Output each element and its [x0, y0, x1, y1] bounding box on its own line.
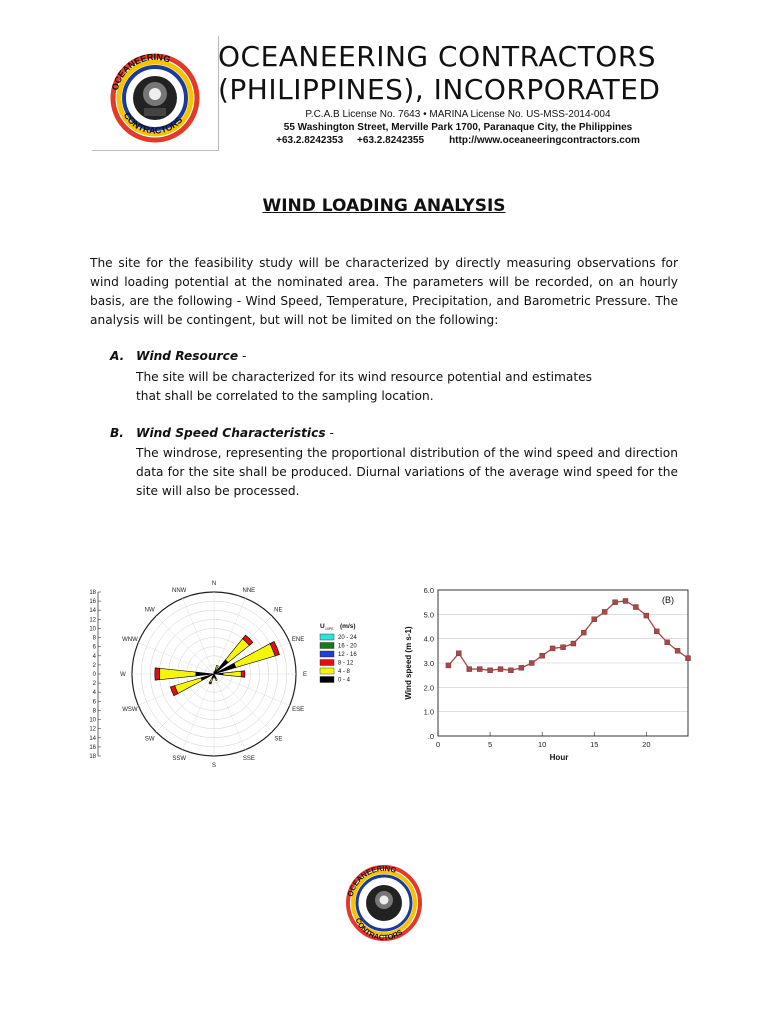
windrose-direction-label: WSW — [122, 706, 138, 713]
line-chart-x-axis-label: Hour — [549, 753, 569, 762]
line-chart-data-point — [561, 645, 566, 650]
windrose-tick-label: 12 — [89, 726, 96, 733]
windrose-spoke — [214, 674, 290, 705]
windrose-tick-label: 0 — [92, 672, 96, 678]
windrose-legend-label: 0 - 4 — [338, 677, 351, 684]
company-logo — [92, 36, 218, 150]
windrose-tick-label: 16 — [89, 599, 96, 606]
section-a-dash: - — [238, 349, 247, 363]
phone-2: +63.2.8242355 — [357, 135, 425, 146]
line-chart-data-point — [686, 656, 691, 661]
windrose-tick-label: 4 — [92, 653, 96, 660]
line-chart-data-point — [519, 665, 524, 670]
windrose-direction-label: ENE — [291, 637, 305, 644]
windrose-spoke — [138, 643, 214, 674]
windrose-legend-label: 20 - 24 — [338, 635, 357, 641]
line-chart-y-tick-label: 6.0 — [423, 586, 434, 595]
windrose-direction-label: N — [211, 581, 217, 587]
windrose-petal-segment — [215, 678, 217, 681]
windrose-direction-label: NNE — [242, 587, 256, 594]
line-chart-data-point — [654, 629, 659, 634]
line-chart-x-tick-label: 10 — [537, 740, 547, 749]
line-chart-y-axis-label: Wind speed (m s-1) — [404, 626, 413, 700]
line-chart-data-point — [581, 630, 586, 635]
line-chart-data-point — [456, 651, 461, 656]
section-a-heading — [110, 349, 246, 363]
windrose-spoke — [214, 674, 272, 732]
windrose-direction-label: SW — [144, 736, 155, 743]
line-chart-y-tick-label: 1.0 — [423, 707, 434, 717]
header-logo-box — [92, 36, 219, 151]
line-chart-data-point — [477, 667, 482, 672]
windrose-direction-label: ESE — [292, 706, 305, 713]
windrose-direction-label: NW — [144, 607, 155, 614]
line-chart-data-point — [508, 668, 513, 673]
line-chart-data-point — [540, 653, 545, 658]
windrose-legend-swatch — [320, 677, 334, 683]
footer-logo — [339, 858, 429, 948]
windrose-legend-label: 8 - 12 — [338, 660, 354, 667]
footer-logo-text-top: OCEANEERING — [345, 863, 398, 898]
line-chart-y-tick-label: .0 — [427, 732, 434, 741]
line-chart-data-point — [467, 667, 472, 672]
line-chart-data-point — [488, 668, 493, 673]
windrose-legend-swatch — [320, 643, 334, 649]
line-chart-x-tick-label: 20 — [642, 740, 651, 749]
windrose-petal-segment — [214, 676, 215, 678]
company-meta — [218, 108, 698, 147]
section-a-name: Wind Resource — [136, 349, 239, 363]
license-line: P.C.A.B License No. 7643 • MARINA License No. US-MSS-2014-004 — [305, 109, 611, 120]
windrose-tick-label: 4 — [92, 690, 96, 697]
windrose-petal-segment — [241, 671, 245, 677]
line-chart-x-tick-label: 5 — [487, 740, 493, 749]
line-chart-series-line — [448, 601, 688, 670]
windrose-spoke — [156, 616, 214, 674]
line-chart-data-point — [613, 600, 618, 605]
phone-1: +63.2.8242353 — [276, 135, 344, 146]
windrose-legend-label: 12 - 16 — [338, 652, 357, 658]
windrose-tick-label: 14 — [89, 608, 96, 615]
company-name — [218, 40, 698, 106]
logo-text-bottom: CONTRACTORS — [121, 110, 185, 136]
windrose-direction-label: S — [211, 763, 217, 769]
line-chart-y-tick-label: 3.0 — [423, 659, 434, 668]
windrose-direction-label: W — [120, 672, 126, 678]
windrose-direction-label: E — [302, 672, 308, 678]
windrose-legend-swatch — [320, 660, 334, 666]
windrose-spoke — [183, 598, 214, 674]
section-a-line1: The site will be characterized for its wind resource potential and estimates — [136, 370, 592, 384]
line-chart-data-point — [644, 613, 649, 618]
windrose-legend-title: U — [320, 623, 325, 630]
section-b-name: Wind Speed Characteristics — [136, 426, 326, 440]
windrose-direction-label: WNW — [122, 637, 138, 644]
line-chart-x-tick-label: 0 — [435, 740, 441, 749]
section-b-heading — [110, 426, 334, 440]
windrose-tick-label: 2 — [92, 662, 96, 669]
company-name-line1: OCEANEERING CONTRACTORS — [218, 40, 657, 73]
windrose-legend-swatch — [320, 634, 334, 640]
section-b-text: The windrose, representing the proportional distribution of the wind speed and direction data for the site shall be produced. Diurnal variations of the average wind speed for the site will also be processed. — [136, 446, 678, 498]
windrose-direction-label: NE — [274, 607, 283, 614]
line-chart-data-point — [446, 663, 451, 668]
section-a-text — [136, 368, 678, 406]
line-chart-data-point — [623, 598, 628, 603]
windrose-tick-label: 10 — [89, 626, 96, 633]
windrose-legend-label: 4 - 8 — [338, 669, 351, 675]
contact-line — [218, 134, 698, 147]
section-a-letter: A. — [110, 349, 125, 363]
footer-company-logo — [339, 858, 429, 948]
windrose-tick-label: 8 — [92, 708, 96, 715]
windrose-direction-label: SSE — [242, 756, 255, 763]
footer-logo-text-bottom: CONTRACTORS — [353, 916, 405, 943]
windrose-tick-label: 2 — [92, 681, 96, 688]
windrose-chart — [84, 576, 384, 776]
document-title: WIND LOADING ANALYSIS — [262, 196, 506, 216]
windrose-tick-label: 12 — [89, 617, 96, 624]
line-chart-data-point — [665, 640, 670, 645]
windrose-tick-label: 18 — [89, 590, 96, 596]
windrose-legend-label: 16 - 20 — [338, 643, 357, 650]
line-chart-y-tick-label: 5.0 — [423, 610, 434, 620]
line-chart-data-point — [633, 605, 638, 610]
windrose-tick-label: 8 — [92, 635, 96, 642]
line-chart-data-point — [498, 667, 503, 672]
line-chart-data-point — [602, 609, 607, 614]
windrose-petal-segment — [159, 668, 196, 679]
diurnal-wind-speed-chart — [398, 584, 698, 774]
windrose-legend-swatch — [320, 651, 334, 657]
windrose-spoke — [214, 674, 245, 750]
line-chart-data-point — [529, 661, 534, 666]
section-b-dash: - — [325, 426, 334, 440]
website-link[interactable]: http://www.oceaneeringcontractors.com — [449, 135, 640, 146]
company-name-line2: (PHILIPPINES), INCORPORATED — [218, 73, 661, 106]
line-chart-y-tick-label: 4.0 — [423, 634, 434, 644]
line-chart-x-tick-label: 15 — [590, 740, 599, 749]
windrose-petal-segment — [155, 668, 160, 680]
windrose-legend-swatch — [320, 668, 334, 674]
windrose-tick-label: 10 — [89, 717, 96, 724]
windrose-petal-segment — [209, 682, 211, 684]
line-chart-data-point — [571, 641, 576, 646]
line-chart-data-point — [675, 648, 680, 653]
windrose-tick-label: 14 — [89, 735, 96, 742]
windrose-tick-label: 6 — [92, 699, 96, 706]
windrose-tick-label: 16 — [89, 744, 96, 751]
windrose-direction-label: SSW — [172, 756, 187, 763]
section-b-letter: B. — [110, 426, 124, 440]
windrose-petal-segment — [223, 671, 241, 677]
windrose-tick-label: 18 — [89, 754, 96, 760]
line-chart-y-tick-label: 2.0 — [423, 683, 434, 693]
section-a-line2: that shall be correlated to the sampling location. — [136, 389, 434, 403]
windrose-legend-subscript: 10PE — [325, 627, 334, 631]
windrose-tick-label: 6 — [92, 644, 96, 651]
windrose-direction-label: SE — [274, 736, 283, 743]
windrose-direction-label: NNW — [172, 587, 187, 594]
line-chart-panel-label: (B) — [662, 595, 674, 605]
windrose-petal-segment — [175, 678, 202, 694]
windrose-legend-unit: (m/s) — [340, 623, 356, 630]
line-chart-data-point — [592, 617, 597, 622]
line-chart-data-point — [550, 646, 555, 651]
address-line: 55 Washington Street, Merville Park 1700, Paranaque City, the Philippines — [283, 122, 633, 133]
intro-paragraph: The site for the feasibility study will be characterized by directly measuring observations for wind loading potential at the nominated area. The parameters will be recorded, on an hourly basis, are the following - Wind Speed, Temperature, Precipitation, and Barometric Pressure. The analysis will be contingent, but will not be limited on the following: — [90, 256, 678, 327]
logo-text-top: OCEANEERING — [109, 51, 172, 92]
